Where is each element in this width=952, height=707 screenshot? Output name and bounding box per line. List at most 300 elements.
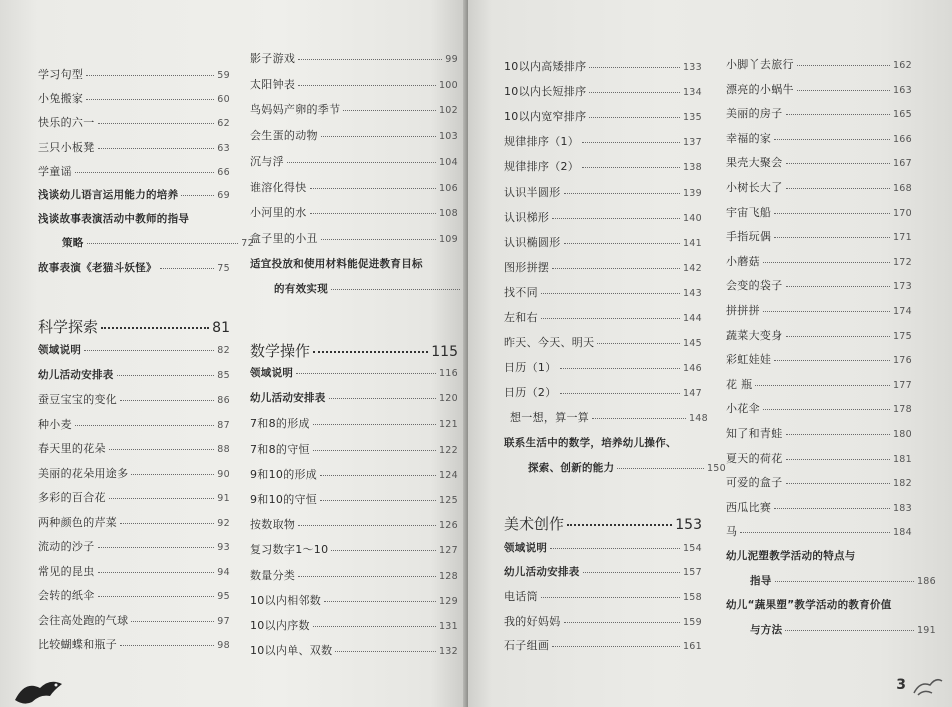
toc-entry-page: 166: [892, 133, 912, 145]
dot-leader: [310, 188, 436, 189]
section-page: 115: [431, 344, 458, 360]
toc-entry-page: 180: [892, 429, 912, 440]
toc-entry: [504, 309, 702, 325]
dot-leader: [552, 646, 680, 647]
toc-entry: [38, 139, 230, 155]
toc-entry-page: 172: [892, 256, 912, 268]
toc-entry-page: 94: [217, 566, 230, 578]
toc-entry: [726, 253, 912, 269]
dot-leader: [131, 621, 214, 622]
toc-entry-label: 会变的袋子: [726, 279, 783, 293]
dot-leader: [582, 142, 680, 143]
dot-leader: [797, 90, 890, 91]
bird-decoration-icon: [10, 670, 70, 707]
toc-entry: [726, 622, 936, 637]
dot-leader: [564, 622, 680, 623]
toc-entry-label: 幼儿“蔬果塑”教学活动的教育价值: [726, 599, 892, 612]
section-title: 科学探索: [38, 318, 99, 336]
section-title: 数学操作: [250, 342, 311, 360]
toc-entry: [250, 153, 458, 169]
toc-entry-page: 125: [438, 495, 458, 506]
toc-entry-page: 100: [438, 79, 458, 91]
dot-leader: [98, 572, 215, 573]
dot-leader: [550, 548, 680, 549]
dot-leader: [786, 163, 890, 164]
toc-entry-page: 139: [682, 187, 702, 199]
toc-entry: [726, 376, 912, 392]
toc-entry-page: 91: [217, 493, 230, 504]
toc-entry: [38, 538, 230, 554]
dot-leader: [774, 139, 890, 140]
toc-entry: [38, 114, 230, 130]
dot-leader: [313, 351, 428, 353]
dot-leader: [84, 350, 214, 351]
toc-entry-label: 宇宙飞船: [726, 205, 772, 219]
toc-entry-label: 10以内单、双数: [250, 644, 333, 658]
toc-entry-label: 领域说明: [504, 542, 548, 554]
toc-entry: [726, 351, 912, 367]
toc-entry-label: 学习句型: [38, 68, 84, 81]
toc-entry-label: 联系生活中的数学，培养幼儿操作、: [504, 436, 677, 449]
toc-entry-label: 领域说明: [38, 344, 82, 356]
toc-entry-label: 小河里的水: [250, 206, 307, 220]
toc-entry: [250, 516, 458, 532]
toc-entry-page: 186: [916, 575, 936, 587]
toc-entry-page: 154: [682, 543, 702, 554]
toc-entry-label: 蚕豆宝宝的变化: [38, 393, 118, 406]
toc-entry: [504, 259, 702, 275]
toc-entry: [504, 637, 702, 653]
toc-entry: [38, 90, 230, 106]
toc-entry: [38, 440, 230, 456]
dot-leader: [324, 601, 436, 602]
toc-entry: [726, 228, 912, 244]
dot-leader: [296, 373, 436, 374]
toc-entry-page: 144: [682, 313, 702, 324]
toc-entry: [38, 514, 230, 530]
dot-leader: [117, 375, 215, 376]
toc-entry-page: 150: [706, 462, 726, 474]
toc-entry-page: 134: [682, 87, 702, 99]
dot-leader: [541, 318, 680, 319]
toc-entry: [726, 499, 912, 515]
dot-leader: [75, 172, 214, 173]
toc-entry-page: 102: [438, 105, 458, 117]
toc-entry-page: 122: [438, 444, 458, 456]
dot-leader: [98, 123, 215, 124]
toc-entry: [250, 466, 458, 482]
toc-entry: [38, 465, 230, 481]
toc-entry-label: 认识椭圆形: [504, 235, 561, 249]
toc-entry: [38, 260, 230, 275]
toc-entry-label: 策略: [62, 237, 84, 250]
dot-leader: [763, 262, 890, 263]
dot-leader: [298, 85, 436, 86]
dot-leader: [774, 508, 890, 509]
toc-entry-page: 60: [217, 94, 230, 106]
toc-entry: [504, 613, 702, 629]
dot-leader: [98, 596, 215, 597]
toc-entry: [726, 81, 912, 97]
toc-entry: [504, 588, 702, 604]
toc-entry-page: 137: [682, 137, 702, 149]
toc-entry-label: 种小麦: [38, 417, 72, 431]
toc-entry-label: 漂亮的小蜗牛: [726, 82, 794, 96]
toc-entry-page: 120: [438, 393, 458, 405]
dot-leader: [583, 572, 680, 573]
toc-entry-page: 129: [438, 595, 458, 607]
toc-entry: [726, 425, 912, 441]
toc-entry: [250, 390, 458, 405]
toc-entry-page: 138: [682, 162, 702, 174]
toc-entry-page: 182: [892, 478, 912, 490]
toc-entry: [504, 108, 702, 124]
toc-entry: [250, 76, 458, 92]
toc-entry: [38, 187, 230, 202]
dot-leader: [592, 418, 686, 419]
toc-entry-page: 66: [217, 166, 230, 178]
toc-entry-label: 西瓜比赛: [726, 500, 772, 514]
toc-entry-label: 花 瓶: [726, 377, 753, 391]
toc-entry-label: 电话筒: [504, 590, 538, 604]
toc-entry: [250, 592, 458, 608]
dot-leader: [75, 425, 214, 426]
dot-leader: [785, 630, 914, 631]
dot-leader: [298, 576, 436, 577]
dot-leader: [321, 136, 436, 137]
dot-leader: [552, 268, 680, 269]
toc-entry-label: 常见的昆虫: [38, 564, 95, 578]
toc-entry: [250, 50, 458, 66]
toc-entry-label: 沉与浮: [250, 154, 284, 168]
toc-entry-page: 87: [217, 419, 230, 431]
dot-leader: [120, 400, 214, 401]
dot-leader: [181, 195, 214, 196]
toc-entry: [38, 563, 230, 579]
toc-entry-page: 147: [682, 388, 702, 400]
toc-entry-page: 126: [438, 520, 458, 532]
toc-entry-page: 142: [682, 262, 702, 274]
toc-entry-label: 10以内相邻数: [250, 593, 322, 607]
toc-entry-page: 98: [217, 640, 230, 651]
toc-entry: [250, 491, 458, 507]
toc-entry: [726, 474, 912, 490]
toc-entry: [726, 56, 912, 72]
toc-entry-label: 浅谈幼儿语言运用能力的培养: [38, 189, 179, 201]
toc-entry: [726, 130, 912, 146]
dot-leader: [597, 343, 680, 344]
toc-entry-label: 会转的纸伞: [38, 589, 95, 602]
toc-entry-label: 幼儿活动安排表: [504, 566, 580, 579]
dot-leader: [335, 651, 436, 652]
toc-entry-page: 121: [438, 419, 458, 431]
toc-entry-label: 想一想，算一算: [510, 411, 590, 425]
toc-entry-label: 石子组画: [504, 638, 550, 652]
toc-entry-page: 104: [438, 156, 458, 168]
dot-leader: [313, 450, 436, 451]
toc-entry-page: 132: [438, 646, 458, 658]
toc-entry-page: 133: [682, 62, 702, 73]
toc-entry-page: 177: [892, 379, 912, 391]
toc-entry-page: 140: [682, 212, 702, 224]
toc-entry-label: 影子游戏: [250, 52, 296, 65]
dot-leader: [329, 398, 436, 399]
toc-entry-label: 按数取物: [250, 518, 296, 532]
toc-entry-page: 108: [438, 208, 458, 220]
toc-entry-page: 72: [241, 238, 254, 250]
toc-entry: [504, 540, 702, 555]
toc-entry: [504, 460, 726, 475]
toc-entry: [250, 365, 458, 380]
toc-entry-page: 183: [892, 502, 912, 514]
dot-leader: [786, 434, 890, 435]
toc-entry: [250, 127, 458, 143]
toc-entry-label: 故事表演《老猫斗妖怪》: [38, 261, 157, 274]
dot-leader: [786, 188, 890, 189]
toc-entry: [38, 211, 230, 226]
dot-leader: [560, 368, 680, 369]
toc-entry-page: 92: [217, 517, 230, 529]
toc-entry-label: 拼拼拼: [726, 304, 760, 317]
toc-entry-page: 62: [217, 118, 230, 130]
toc-entry-label: 找不同: [504, 285, 538, 299]
toc-entry-label: 幼儿活动安排表: [250, 392, 326, 405]
toc-entry-page: 163: [892, 84, 912, 96]
toc-entry-page: 88: [217, 444, 230, 455]
toc-entry-page: 135: [682, 112, 702, 124]
toc-entry-page: 99: [445, 54, 458, 65]
toc-entry-page: 178: [892, 404, 912, 416]
toc-entry-label: 蔬菜大变身: [726, 328, 783, 342]
toc-entry: [38, 489, 230, 505]
dot-leader: [582, 167, 680, 168]
toc-entry-page: 85: [217, 369, 230, 381]
dot-leader: [763, 409, 890, 410]
toc-entry: [504, 564, 702, 579]
dot-leader: [567, 524, 672, 526]
toc-entry-page: 145: [682, 338, 702, 350]
toc-entry: [726, 548, 912, 563]
toc-entry-page: 170: [892, 207, 912, 219]
toc-entry-label: 左和右: [504, 311, 538, 324]
dot-leader: [786, 459, 890, 460]
toc-entry-label: 夏天的荷花: [726, 451, 783, 465]
toc-entry-label: 可爱的盒子: [726, 476, 783, 490]
toc-entry: [504, 435, 702, 450]
toc-entry-page: 69: [217, 190, 230, 201]
toc-entry-page: 181: [892, 453, 912, 465]
dot-leader: [160, 268, 214, 269]
toc-entry: [38, 416, 230, 432]
toc-entry-label: 领域说明: [250, 367, 294, 379]
dot-leader: [313, 424, 436, 425]
toc-entry-page: 146: [682, 363, 702, 375]
toc-entry: [504, 184, 702, 200]
toc-entry: [250, 617, 458, 633]
toc-entry: [726, 302, 912, 318]
toc-section-heading: [504, 513, 702, 534]
toc-entry: [504, 234, 702, 250]
toc-entry-label: 10以内宽窄排序: [504, 110, 587, 124]
toc-entry-page: 143: [682, 287, 702, 299]
toc-entry-label: 春天里的花朵: [38, 442, 106, 455]
toc-entry-label: 适宜投放和使用材料能促进教育目标: [250, 257, 423, 270]
toc-entry: [250, 441, 458, 457]
toc-entry: [250, 204, 458, 220]
toc-entry: [504, 409, 708, 425]
dot-leader: [763, 311, 890, 312]
toc-entry-label: 日历（2）: [504, 386, 557, 400]
toc-entry: [38, 636, 230, 652]
toc-entry: [250, 281, 482, 296]
toc-entry: [726, 204, 912, 220]
toc-section-heading: [250, 340, 458, 361]
toc-entry: [504, 359, 702, 375]
toc-entry-label: 我的好妈妈: [504, 614, 561, 628]
toc-entry-label: 小蘑菇: [726, 254, 760, 268]
toc-entry-page: 168: [892, 183, 912, 194]
toc-entry-label: 10以内高矮排序: [504, 60, 587, 73]
toc-entry: [726, 154, 912, 170]
dot-leader: [774, 360, 890, 361]
toc-entry: [504, 58, 702, 74]
dot-leader: [287, 162, 436, 163]
toc-entry-label: 会生蛋的动物: [250, 129, 318, 143]
toc-entry-label: 幼儿活动安排表: [38, 368, 114, 381]
toc-entry-label: 规律排序（1）: [504, 135, 580, 149]
toc-entry: [504, 334, 702, 350]
toc-entry-page: 103: [438, 131, 458, 143]
toc-entry-label: 手指玩偶: [726, 230, 772, 244]
toc-entry-page: 63: [217, 142, 230, 154]
dot-leader: [589, 117, 680, 118]
dot-leader: [320, 475, 436, 476]
page-number: 3: [896, 677, 906, 693]
toc-entry-label: 昨天、今天、明天: [504, 336, 595, 350]
toc-entry-label: 10以内序数: [250, 619, 310, 632]
dot-leader: [786, 336, 890, 337]
dot-leader: [331, 289, 460, 290]
toc-entry-page: 173: [892, 281, 912, 293]
toc-entry: [38, 235, 254, 250]
dot-leader: [797, 65, 890, 66]
toc-entry-page: 162: [892, 60, 912, 71]
toc-entry: [250, 415, 458, 431]
dot-leader: [101, 327, 209, 329]
dot-leader: [755, 385, 890, 386]
toc-entry: [38, 367, 230, 382]
toc-entry-label: 谁溶化得快: [250, 180, 307, 194]
toc-entry-page: 127: [438, 545, 458, 557]
toc-entry-page: 95: [217, 591, 230, 602]
toc-entry-page: 191: [916, 624, 936, 636]
toc-entry-label: 规律排序（2）: [504, 160, 580, 174]
toc-section-heading: [38, 316, 230, 337]
toc-entry: [504, 83, 702, 99]
toc-entry-label: 数量分类: [250, 568, 296, 582]
dot-leader: [298, 525, 436, 526]
toc-entry-page: 184: [892, 527, 912, 539]
toc-entry: [38, 587, 230, 603]
toc-entry-label: 流动的沙子: [38, 540, 95, 553]
dot-leader: [589, 67, 680, 68]
dot-leader: [774, 213, 890, 214]
toc-entry-label: 小兔搬家: [38, 92, 84, 106]
toc-entry-page: 175: [892, 330, 912, 342]
toc-entry-label: 马: [726, 525, 738, 539]
toc-entry-page: 90: [217, 468, 230, 480]
toc-entry: [504, 133, 702, 149]
toc-entry: [504, 209, 702, 225]
toc-entry-label: 盒子里的小丑: [250, 231, 318, 245]
toc-entry: [726, 450, 912, 466]
toc-entry: [250, 642, 458, 658]
dot-leader: [589, 92, 680, 93]
toc-entry-label: 认识梯形: [504, 210, 550, 224]
toc-entry: [38, 342, 230, 357]
toc-entry: [250, 256, 458, 271]
toc-entry: [38, 391, 230, 407]
toc-entry-label: 三只小板凳: [38, 140, 95, 154]
dot-leader: [564, 243, 680, 244]
toc-entry-page: 176: [892, 355, 912, 367]
toc-entry-page: 148: [688, 413, 708, 425]
toc-entry: [38, 66, 230, 82]
toc-entry-label: 比较蝴蝶和瓶子: [38, 638, 118, 651]
toc-entry: [726, 523, 912, 539]
toc-entry-label: 学童谣: [38, 164, 72, 178]
toc-entry-page: 165: [892, 109, 912, 121]
dot-leader: [86, 75, 214, 76]
section-page: 153: [675, 517, 702, 533]
toc-entry-label: 彩虹娃娃: [726, 353, 772, 367]
dot-leader: [775, 581, 914, 582]
dot-leader: [786, 286, 890, 287]
toc-entry-label: 浅谈故事表演活动中教师的指导: [38, 213, 190, 226]
toc-entry-label: 美丽的花朵用途多: [38, 466, 129, 480]
toc-entry-label: 9和10的守恒: [250, 493, 318, 506]
dot-leader: [331, 550, 436, 551]
toc-entry-page: 116: [438, 368, 458, 379]
toc-entry: [250, 230, 458, 246]
dot-leader: [740, 532, 890, 533]
dot-leader: [120, 523, 214, 524]
dot-leader: [87, 243, 239, 244]
toc-entry: [726, 179, 912, 195]
toc-entry-label: 幼儿泥塑教学活动的特点与: [726, 550, 856, 562]
toc-entry-label: 9和10的形成: [250, 467, 318, 481]
toc-entry-label: 图形拼摆: [504, 260, 550, 274]
dot-leader: [320, 500, 436, 501]
left-page: [0, 0, 468, 707]
toc-entry-label: 与方法: [750, 623, 783, 636]
toc-entry: [726, 597, 912, 612]
dot-leader: [786, 114, 890, 115]
toc-entry-label: 日历（1）: [504, 361, 557, 375]
toc-entry-label: 小树长大了: [726, 181, 783, 194]
dot-leader: [541, 597, 680, 598]
toc-entry: [250, 541, 458, 557]
bird-decoration-icon: [906, 663, 946, 703]
toc-entry: [726, 573, 936, 588]
toc-entry-page: 161: [682, 640, 702, 652]
dot-leader: [564, 193, 680, 194]
dot-leader: [310, 213, 436, 214]
toc-entry-label: 复习数字1～10: [250, 543, 329, 557]
toc-entry-label: 7和8的守恒: [250, 442, 310, 456]
toc-entry-label: 知了和青蛙: [726, 427, 783, 440]
right-page: [468, 0, 952, 707]
